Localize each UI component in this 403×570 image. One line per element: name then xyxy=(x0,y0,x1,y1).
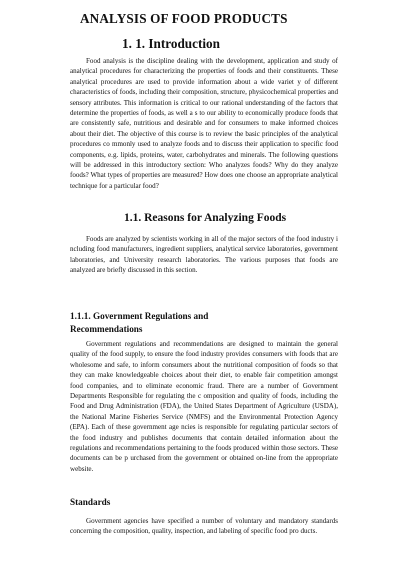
section-heading-government-regulations: 1.1.1. Government Regulations and Recommendations xyxy=(70,311,209,334)
section-heading-standards: Standards xyxy=(70,497,111,507)
section-body-introduction: Food analysis is the discipline dealing with the development, application and study of analytical procedures for characterizing the properties of foods and their constituents. These analytical procedures are used to provide information about a wide variet y of different characteristics of foods, including their composition, structure, physicochemical properties and sensory attributes. This information is critical to our rational understanding of the factors that determine the properties of foods, as well a s to our ability to economically produce foods that are consistently safe, nutritious and desirable and for consumers to make informed choices about their diet. The objective of this course is to review the basic principles of the analytical procedures co mmonly used to analyze foods and to discuss their application to specific food components, e.g. lipids, proteins, water, carbohydrates and minerals. The following questions will be addressed in this introductory section: Who analyzes foods? Why do they analyze foods? What types of properties are measured? How does one choose an appropriate analytical technique for a particular food? xyxy=(70,57,338,190)
section-body-reasons: Foods are analyzed by scientists working in all of the major sectors of the food industry i ncluding food manufacturers, ingredient suppliers, analytical service laboratories, government laboratories, and University research laboratories. The various purposes that foods are analyzed are briefly discussed in this section. xyxy=(70,235,338,275)
document-title: ANALYSIS OF FOOD PRODUCTS xyxy=(80,11,288,26)
section-heading-reasons: 1.1. Reasons for Analyzing Foods xyxy=(124,212,287,224)
section-body-standards: Government agencies have specified a number of voluntary and mandatory standards concerning the composition, quality, inspection, and labeling of specific food pro ducts. xyxy=(70,517,338,536)
section-body-government-regulations: Government regulations and recommendations are designed to maintain the general quality of the food supply, to ensure the food industry provides consumers with foods that are wholesome and safe, to inform consumers about the nutritional composition of foods so that they can make knowledgeable choices about their diet, to enable fair competition amongst food companies, and to eliminate economic fraud. There are a number of Government Departments Responsible for regulating the c omposition and quality of foods, including the Food and Drug Administration (FDA), the United States Department of Agriculture (USDA), the National Marine Fisheries Service (NMFS) and the Environmental Protection Agency (EPA). Each of these government age ncies is responsible for regulating particular sectors of the food industry and publishes documents that contain detailed information about the regulations and recommendations pertaining to the foods produced within those sectors. These documents can be p urchased from the government or obtained on-line from the appropriate website. xyxy=(70,340,338,473)
section-heading-introduction: 1. 1. Introduction xyxy=(122,36,220,51)
